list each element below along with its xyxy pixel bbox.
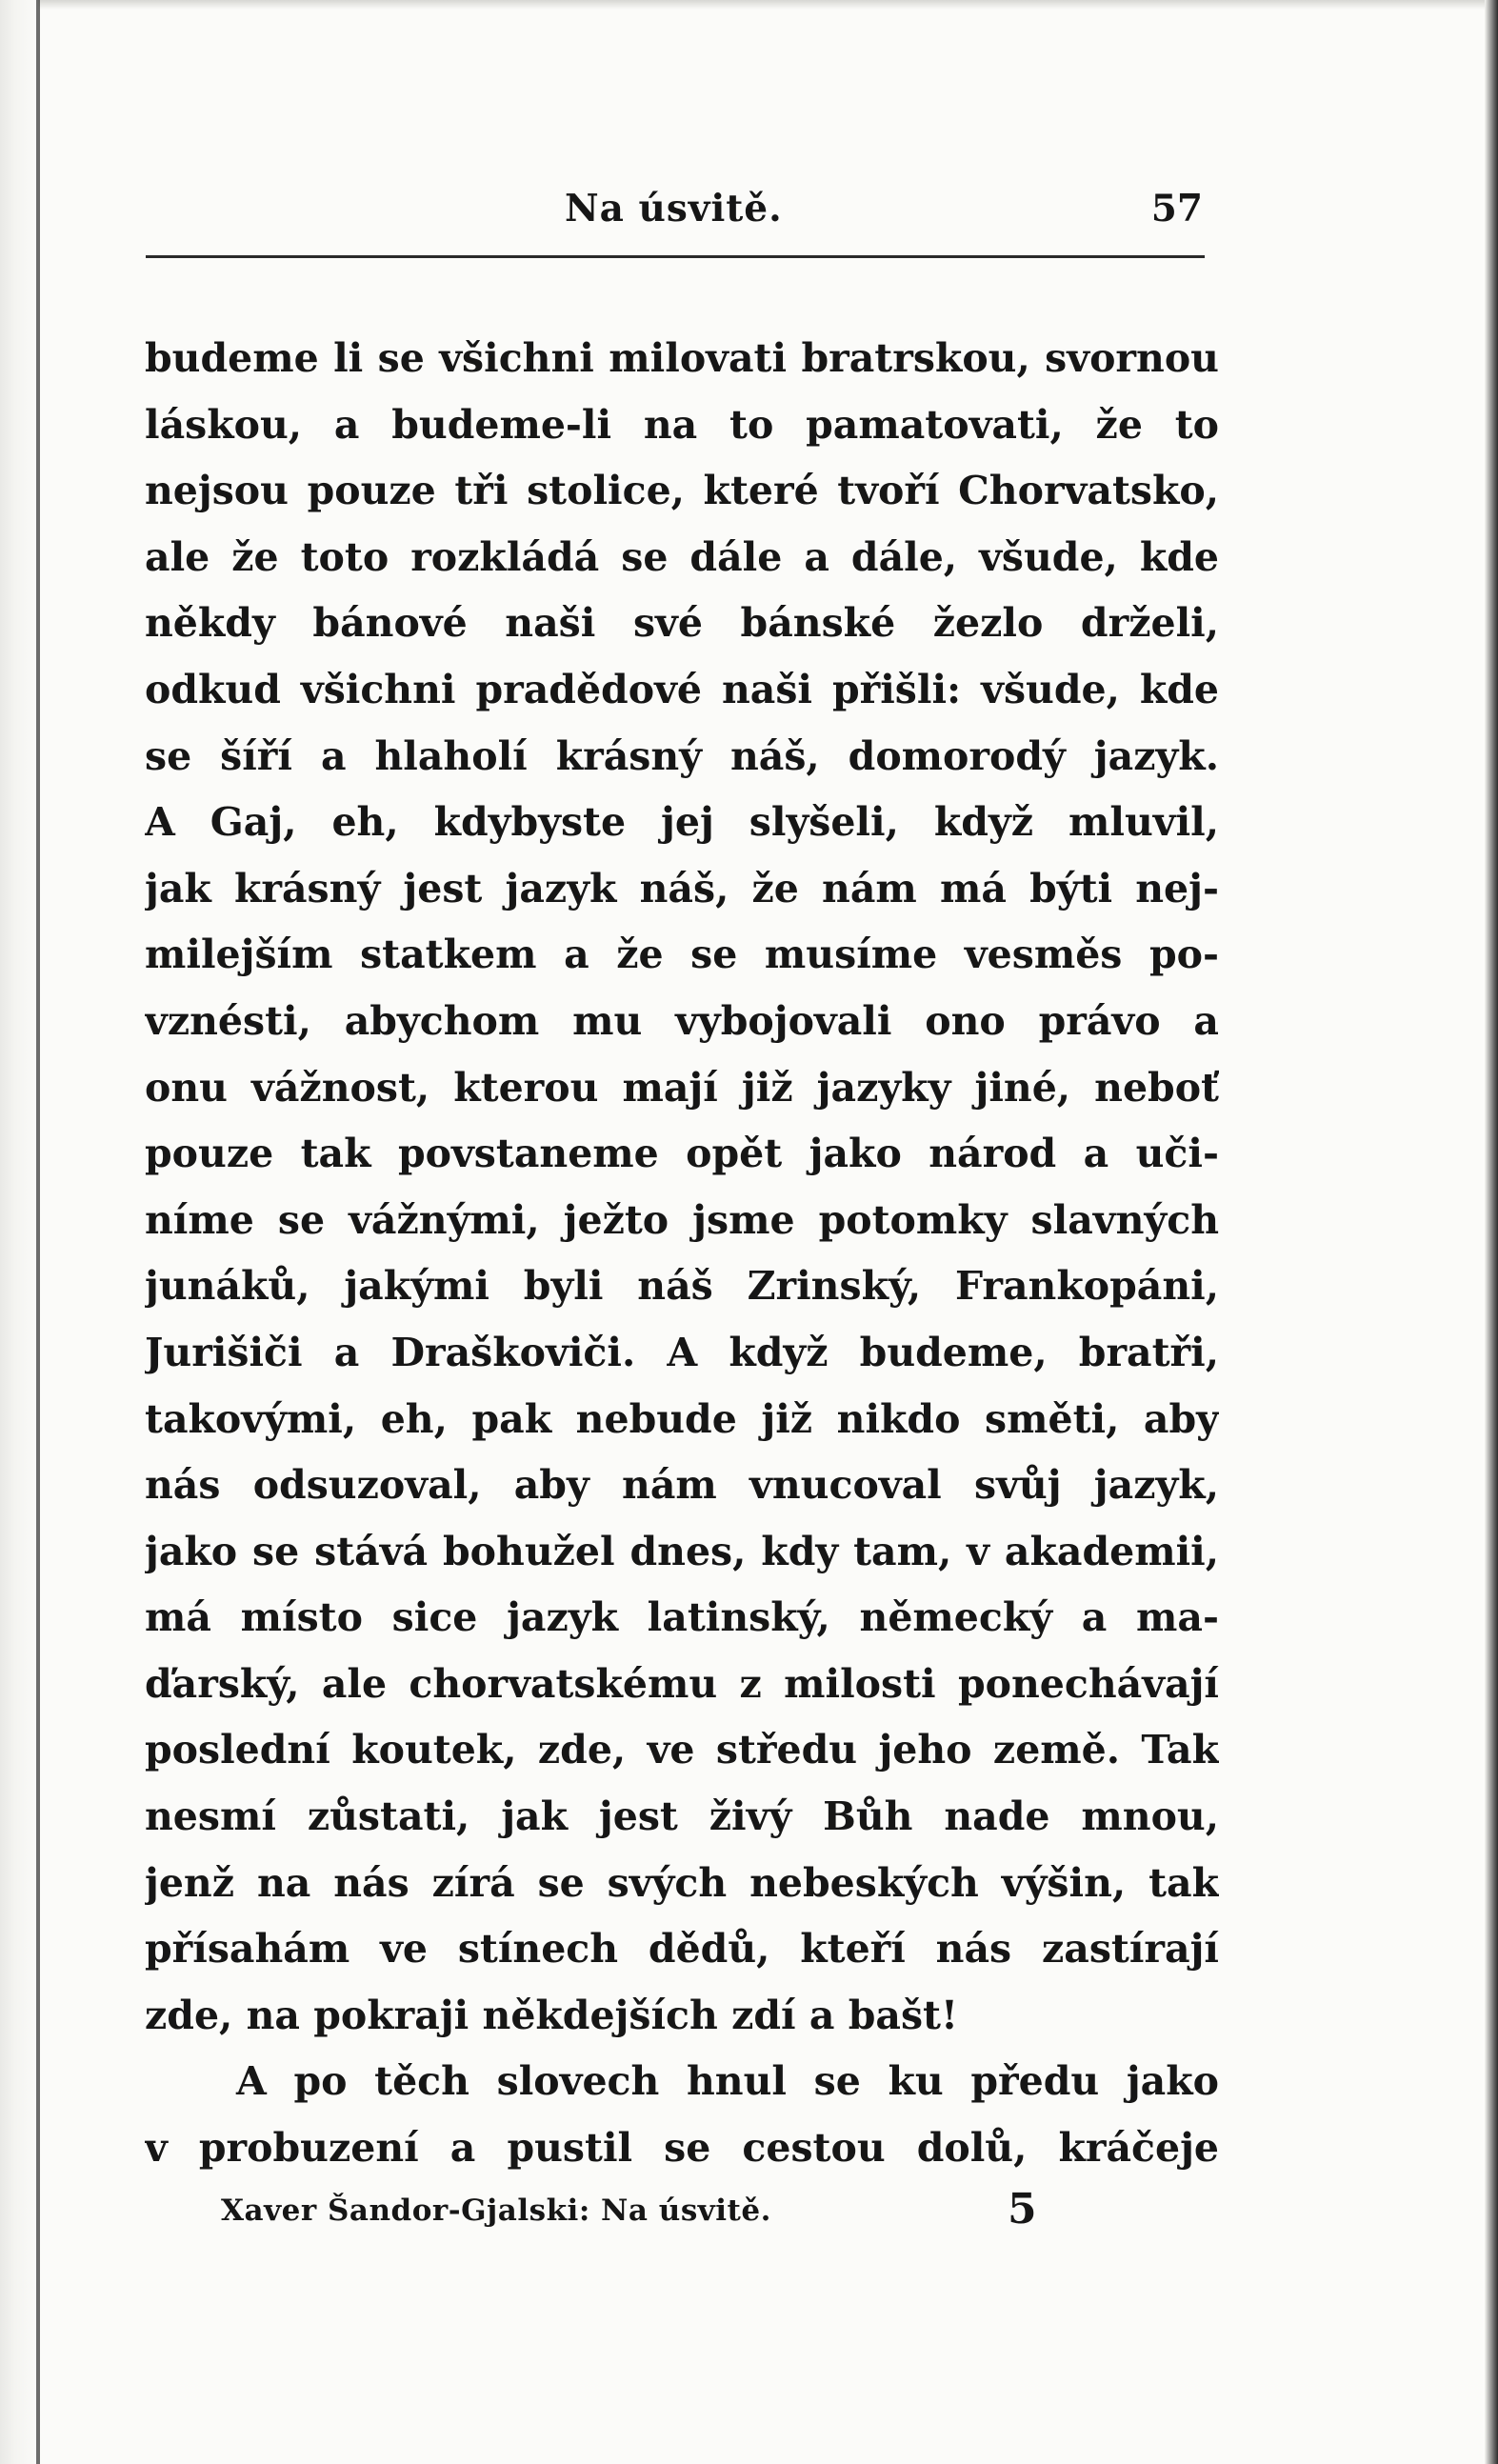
text-line: jako se stává bohužel dnes, kdy tam, v akademii, [145,1528,1219,1574]
text-line: v probuzení a pustil se cestou dolů, kráčeje [145,2125,1219,2172]
text-line: ďarský, ale chorvatskému z milosti ponechávají [145,1660,1219,1707]
body-text [145,326,1219,2182]
text-line: onu vážnost, kterou mají již jazyky jiné, neboť [145,1064,1219,1111]
text-line: se šíří a hlaholí krásný náš, domorodý jazyk. [145,732,1219,779]
text-line: milejším statkem a že se musíme vesměs po- [145,932,1219,978]
running-title: Na úsvitě. [565,187,783,230]
text-line: odkud všichni pradědové naši přišli: všude, kde [145,666,1219,712]
running-head [146,187,1203,244]
page-number: 57 [1150,187,1203,230]
text-line: A Gaj, eh, kdybyste jej slyšeli, když mluvil, [145,799,1219,846]
text-line: jak krásný jest jazyk náš, že nám má býti nej- [145,865,1219,911]
text-line: junáků, jakými byli náš Zrinský, Frankopáni, [145,1263,1219,1310]
text-line: ale že toto rozkládá se dále a dále, všude, kde [145,533,1219,580]
text-line: takovými, eh, pak nebude již nikdo směti, aby [145,1395,1219,1442]
text-line: má místo sice jazyk latinský, německý a ma- [145,1594,1219,1641]
text-line: níme se vážnými, ježto jsme potomky slavných [145,1196,1219,1243]
text-line: někdy bánové naši své bánské žezlo drželi, [145,600,1219,647]
text-line: budeme li se všichni milovati bratrskou, svornou [145,335,1219,381]
text-line: zde, na pokraji někdejších zdí a bašt! [145,1992,958,2038]
text-line: nejsou pouze tři stolice, které tvoří Chorvatsko, [145,468,1219,514]
text-line: přísahám ve stínech dědů, kteří nás zastírají [145,1926,1219,1973]
text-line: A po těch slovech hnul se ku předu jako [236,2058,1219,2105]
header-rule [146,255,1205,258]
text-line: Jurišiči a Draškoviči. A když budeme, bratři, [145,1329,1219,1375]
sheet-number: 5 [1008,2185,1037,2234]
printer-signature: Xaver Šandor-Gjalski: Na úsvitě. [221,2194,771,2228]
text-line: jenž na nás zírá se svých nebeských výšin, tak [145,1859,1219,1906]
text-line: nás odsuzoval, aby nám vnucoval svůj jazyk, [145,1462,1219,1509]
text-line: pouze tak povstaneme opět jako národ a uči- [145,1131,1219,1177]
book-gutter [0,0,38,2464]
text-line: nesmí zůstati, jak jest živý Bůh nade mnou, [145,1793,1219,1840]
text-line: láskou, a budeme-li na to pamatovati, že to [145,401,1219,448]
text-line: poslední koutek, zde, ve středu jeho země. Tak [145,1727,1219,1773]
page-top-edge [0,0,1498,10]
page-right-edge [1485,0,1498,2464]
gutter-shadow-line [36,0,40,2464]
text-line: vznésti, abychom mu vybojovali ono právo a [145,997,1219,1044]
